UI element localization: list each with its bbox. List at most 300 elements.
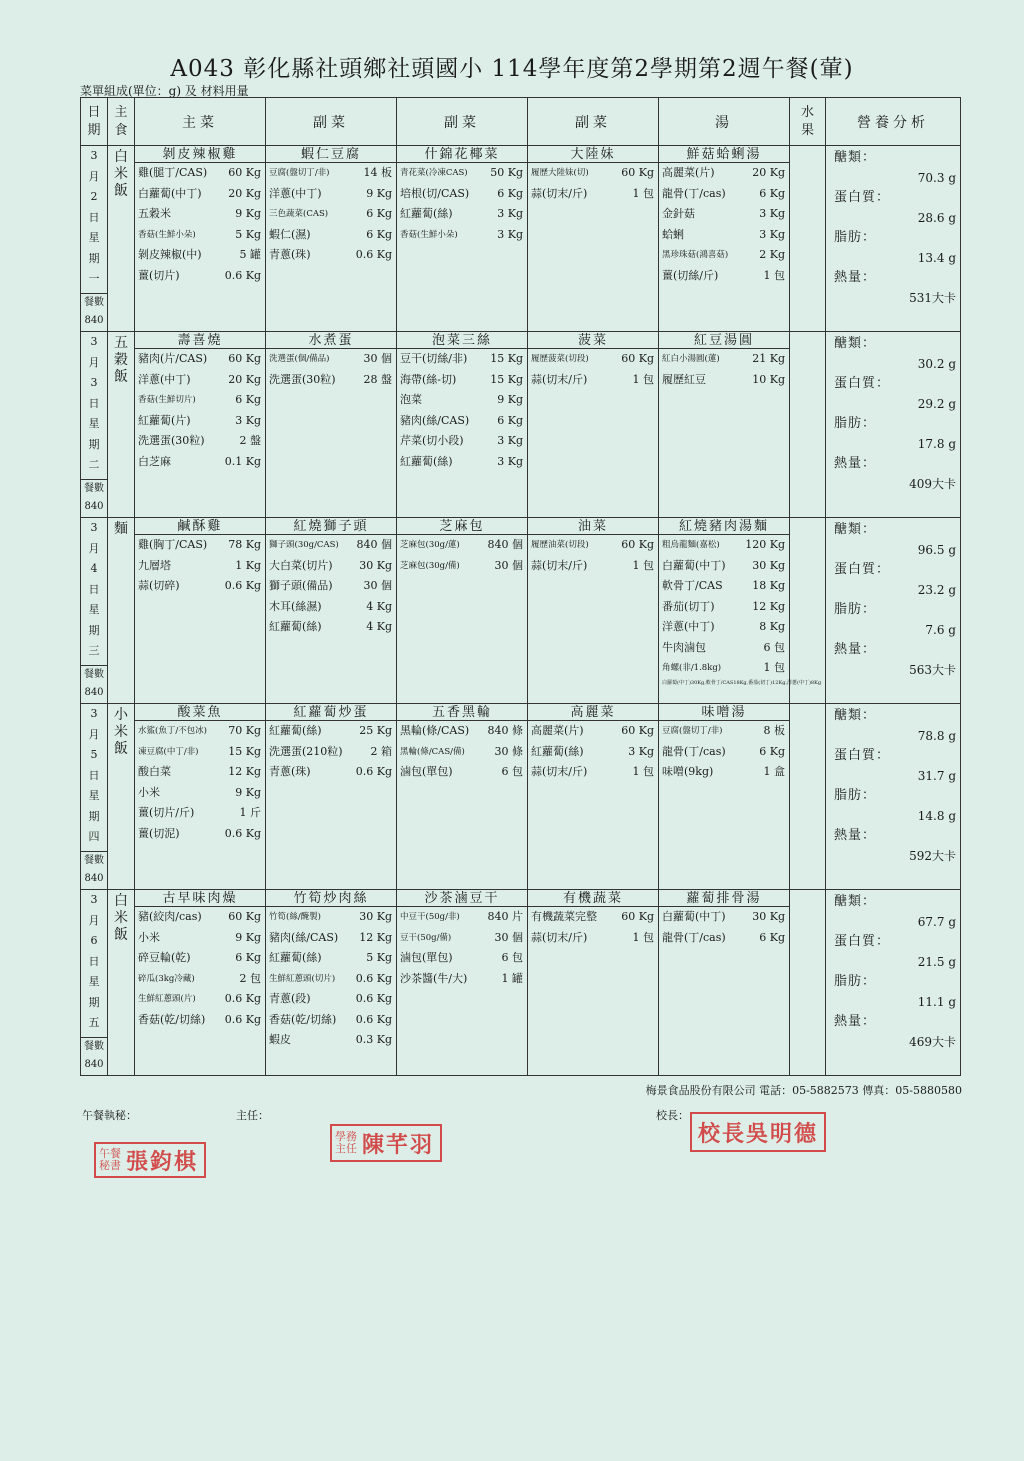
ingredient-row (266, 245, 396, 266)
nutrition-calories-value: 409大卡 (909, 477, 956, 491)
ingredient-amount: 0.6 Kg (355, 992, 392, 1005)
date-char: 6 (90, 934, 98, 947)
nutrition-cell (826, 890, 961, 1076)
ingredient-name: 芝麻包(30g/蓮) (400, 540, 460, 550)
date-cell (81, 704, 108, 890)
side2-dish-cell (397, 146, 528, 332)
ingredient-name: 角螺(非/1.8kg) (662, 663, 722, 673)
ingredient-row (659, 576, 789, 597)
ingredient-amount: 3 Kg (759, 227, 785, 241)
ingredient-amount: 6 Kg (759, 930, 785, 944)
nutrition-calories-label: 熱量： (834, 270, 877, 285)
ingredient-name: 軟骨丁/CAS (662, 579, 723, 592)
ingredient-name: 香菇(生鮮切片) (138, 395, 196, 405)
date-char: 3 (90, 376, 98, 389)
soup-dish-cell (659, 332, 790, 518)
side2-dish-cell (397, 890, 528, 1076)
ingredient-name: 木耳(絲濕) (269, 599, 322, 613)
date-char: 日 (88, 210, 100, 224)
ingredient-amount: 60 Kg (621, 352, 654, 365)
header-side2: 副菜 (397, 98, 528, 146)
ingredient-name: 培根(切/CAS) (400, 186, 470, 200)
staple-cell (108, 332, 135, 518)
ingredient-amount: 1 包 (632, 765, 654, 778)
ingredient-row (659, 204, 789, 225)
ingredient-amount: 4 Kg (366, 599, 392, 613)
ingredient-name: 竹筍(絲/醃製) (269, 912, 321, 922)
ingredient-row (135, 431, 265, 452)
meal-count-label: 餐數 (84, 669, 104, 680)
nutrition-calories-value: 592大卡 (909, 849, 956, 863)
ingredient-row (135, 370, 265, 391)
date-char: 5 (90, 748, 98, 761)
ingredient-amount: 1 包 (632, 930, 654, 944)
nutrition-carbs-value: 30.2 g (917, 357, 956, 371)
ingredient-amount: 30 Kg (752, 910, 785, 923)
ingredient-amount: 2 包 (239, 971, 261, 985)
ingredient-amount: 1 包 (632, 372, 654, 386)
soup-dish-cell (659, 518, 822, 704)
side2-dish-cell (397, 332, 528, 518)
ingredient-name: 履歷大陸妹(切) (531, 168, 589, 178)
ingredient-amount: 1 罐 (501, 971, 523, 985)
ingredient-row (397, 431, 527, 452)
ingredient-row (135, 184, 265, 205)
ingredient-amount: 70 Kg (228, 724, 261, 737)
ingredient-amount: 30 個 (494, 558, 523, 572)
ingredient-amount: 12 Kg (359, 930, 392, 944)
nutrition-cell (826, 518, 961, 704)
nutrition-calories-value: 563大卡 (909, 663, 956, 677)
ingredient-name: 金針菇 (662, 207, 695, 220)
ingredient-row (397, 907, 527, 928)
ingredient-name: 洗選蛋(210粒) (269, 744, 343, 758)
meal-count-label: 餐數 (84, 297, 104, 308)
ingredient-amount: 20 Kg (228, 372, 261, 386)
dish-name: 鮮菇蛤蜊湯 (659, 146, 789, 163)
side3-dish-cell (528, 704, 659, 890)
dish-name: 壽喜燒 (135, 332, 265, 349)
ingredient-row (266, 225, 396, 246)
day-row (81, 332, 961, 518)
side1-dish-cell (266, 518, 397, 704)
ingredient-row (266, 1030, 396, 1051)
day-row (81, 518, 961, 704)
date-char: 一 (88, 272, 100, 285)
ingredient-amount: 6 Kg (497, 413, 523, 427)
side1-dish-cell (266, 704, 397, 890)
staple-char: 飯 (114, 369, 128, 385)
ingredient-row (266, 742, 396, 763)
ingredient-name: 青蔥(珠) (269, 248, 311, 261)
ingredient-amount: 1 包 (632, 186, 654, 200)
ingredient-row (135, 535, 265, 556)
ingredient-row (135, 390, 265, 411)
nutrition-calories-value: 531大卡 (909, 291, 956, 305)
ingredient-row (659, 184, 789, 205)
ingredient-amount: 10 Kg (752, 372, 785, 386)
ingredient-amount: 6 Kg (497, 186, 523, 200)
ingredient-row (528, 184, 658, 205)
soup-dish-cell (659, 704, 790, 890)
ingredient-row (135, 907, 265, 928)
ingredient-name: 豬肉(絲/CAS) (269, 930, 339, 944)
ingredient-name: 履歷油菜(切段) (531, 540, 589, 550)
ingredient-amount: 6 包 (763, 640, 785, 654)
ingredient-amount: 0.6 Kg (224, 826, 261, 840)
ingredient-row (397, 225, 527, 246)
main-dish-cell (135, 146, 266, 332)
page-subtitle: 菜單組成(單位：g) 及 材料用量 (80, 84, 249, 98)
ingredient-row (528, 907, 658, 928)
ingredient-amount: 60 Kg (228, 166, 261, 179)
ingredient-row (397, 390, 527, 411)
ingredient-amount: 15 Kg (490, 372, 523, 386)
ingredient-row (528, 349, 658, 370)
dish-name: 紅豆湯圓 (659, 332, 789, 349)
ingredient-name: 海帶(絲-切) (400, 372, 457, 386)
ingredient-name: 洗選蛋(個/備品) (269, 354, 330, 364)
staple-cell (108, 518, 135, 704)
ingredient-amount: 9 Kg (235, 207, 261, 220)
ingredient-row (397, 721, 527, 742)
ingredient-amount: 60 Kg (621, 724, 654, 737)
ingredient-amount: 6 包 (501, 765, 523, 778)
ingredient-amount: 1 盒 (763, 765, 785, 778)
ingredient-row (135, 783, 265, 804)
ingredient-name: 高麗菜(片) (662, 166, 715, 179)
ingredient-name: 豆腐(盤切丁/非) (269, 168, 330, 178)
side3-dish-cell (528, 332, 659, 518)
date-char: 日 (88, 768, 100, 782)
ingredient-name: 沙茶醬(牛/大) (400, 971, 468, 985)
ingredient-amount: 6 Kg (759, 744, 785, 758)
date-char: 期 (88, 437, 100, 451)
date-char: 3 (90, 149, 98, 162)
ingredient-name: 豆腐(盤切丁/非) (662, 726, 723, 736)
side2-dish-cell (397, 704, 528, 890)
ingredient-amount: 25 Kg (359, 724, 392, 737)
ingredient-row (659, 762, 789, 783)
ingredient-amount: 3 Kg (497, 227, 523, 241)
ingredient-name: 龍骨(丁/cas) (662, 744, 726, 758)
ingredient-amount: 30 個 (363, 352, 392, 365)
nutrition-carbs-label: 醣類： (834, 522, 877, 537)
ingredient-name: 芹菜(切小段) (400, 434, 464, 447)
date-char: 4 (90, 562, 98, 575)
date-char: 五 (88, 1016, 100, 1029)
date-char: 月 (88, 169, 100, 183)
ingredient-row (135, 1010, 265, 1031)
meal-count-value: 840 (84, 687, 104, 698)
ingredient-amount: 0.6 Kg (224, 1012, 261, 1026)
dish-name: 剝皮辣椒雞 (135, 146, 265, 163)
ingredient-row (397, 452, 527, 473)
ingredient-row (528, 556, 658, 577)
staple-char: 五 (114, 335, 128, 351)
date-cell (81, 146, 108, 332)
ingredient-row (266, 535, 396, 556)
staple-char: 米 (114, 166, 128, 182)
ingredient-amount: 20 Kg (228, 186, 261, 200)
ingredient-name: 薑(切片) (138, 268, 180, 282)
side3-dish-cell (528, 518, 659, 704)
nutrition-protein-value: 23.2 g (917, 583, 956, 597)
ingredient-amount: 0.6 Kg (355, 248, 392, 261)
ingredient-name: 青蔥(珠) (269, 765, 311, 778)
ingredient-amount: 3 Kg (497, 207, 523, 220)
ingredient-row (135, 204, 265, 225)
ingredient-name: 九層塔 (138, 558, 171, 572)
ingredient-row (266, 204, 396, 225)
dish-name: 沙茶滷豆干 (397, 890, 527, 907)
ingredient-amount: 30 個 (494, 930, 523, 944)
ingredient-name: 蒜(切末/斤) (531, 372, 588, 386)
date-char: 四 (88, 830, 100, 843)
ingredient-name: 小米 (138, 785, 160, 799)
ingredient-amount: 5 Kg (235, 227, 261, 241)
side1-dish-cell (266, 146, 397, 332)
secretary-stamp (94, 1142, 206, 1178)
ingredient-name: 龍骨(丁/cas) (662, 186, 726, 200)
ingredient-name: 蝦皮 (269, 1033, 291, 1046)
ingredient-name: 蛤蜊 (662, 227, 684, 241)
ingredient-amount: 30 Kg (359, 558, 392, 572)
meal-count-label: 餐數 (84, 1041, 104, 1052)
date-char: 期 (88, 995, 100, 1009)
menu-table (80, 97, 961, 1076)
ingredient-amount: 78 Kg (228, 538, 261, 551)
nutrition-cell (826, 332, 961, 518)
header-main: 主菜 (135, 98, 266, 146)
fruit-cell (790, 146, 826, 332)
day-row (81, 146, 961, 332)
dish-name: 蝦仁豆腐 (266, 146, 396, 163)
ingredient-row (135, 803, 265, 824)
ingredient-name: 豬肉(絲/CAS) (400, 413, 470, 427)
ingredient-row (397, 762, 527, 783)
dish-name: 紅燒獅子頭 (266, 518, 396, 535)
staple-char: 飯 (114, 741, 128, 757)
ingredient-amount: 1 包 (763, 268, 785, 282)
date-char: 期 (88, 809, 100, 823)
ingredient-name: 薑(切泥) (138, 826, 180, 840)
ingredient-amount: 12 Kg (752, 599, 785, 613)
ingredient-name: 碎瓜(3kg冷藏) (138, 973, 195, 984)
nutrition-carbs-value: 70.3 g (917, 171, 956, 185)
ingredient-amount: 9 Kg (235, 785, 261, 799)
meal-count (81, 1037, 107, 1075)
nutrition-carbs-label: 醣類： (834, 708, 877, 723)
ingredient-amount: 2 箱 (370, 744, 392, 758)
ingredient-name: 生鮮紅蔥頭(片) (138, 994, 196, 1004)
header-date: 日期 (81, 98, 108, 146)
ingredient-name: 滷包(單包) (400, 765, 453, 778)
meal-count-label: 餐數 (84, 483, 104, 494)
ingredient-row (266, 989, 396, 1010)
ingredient-amount: 60 Kg (228, 910, 261, 923)
ingredient-amount: 28 盤 (363, 372, 392, 386)
nutrition-calories-label: 熱量： (834, 1014, 877, 1029)
ingredient-row (266, 1010, 396, 1031)
ingredient-row (266, 370, 396, 391)
staple-cell (108, 704, 135, 890)
nutrition-fat-label: 脂肪： (834, 788, 877, 803)
ingredient-row (135, 245, 265, 266)
dish-name: 什錦花椰菜 (397, 146, 527, 163)
ingredient-row (397, 204, 527, 225)
ingredient-name: 龍骨(丁/cas) (662, 930, 726, 944)
nutrition-calories-label: 熱量： (834, 642, 877, 657)
ingredient-row (397, 948, 527, 969)
nutrition-fat-label: 脂肪： (834, 230, 877, 245)
dish-name: 紅蘿蔔炒蛋 (266, 704, 396, 721)
nutrition-cell (826, 146, 961, 332)
secretary-stamp-title: 午餐秘書 (99, 1147, 121, 1172)
ingredient-row (659, 266, 789, 287)
nutrition-fat-label: 脂肪： (834, 974, 877, 989)
ingredient-row (397, 928, 527, 949)
ingredient-row (135, 928, 265, 949)
dish-name: 高麗菜 (528, 704, 658, 721)
meal-count (81, 851, 107, 889)
ingredient-amount: 6 Kg (759, 186, 785, 200)
staple-char: 白 (114, 149, 128, 165)
ingredient-amount: 0.6 Kg (355, 971, 392, 985)
ingredient-name: 白蘿蔔(中丁) (662, 558, 726, 572)
director-stamp (330, 1124, 442, 1162)
date-char: 星 (88, 603, 100, 616)
company-info: 梅景食品股份有限公司 電話：05-5882573 傳真：05-5880580 (645, 1084, 962, 1097)
ingredient-name: 蒜(切末/斤) (531, 186, 588, 200)
ingredient-name: 蝦仁(濕) (269, 227, 311, 241)
ingredient-amount: 9 Kg (366, 186, 392, 200)
ingredient-row (135, 948, 265, 969)
ingredient-name: 履歷紅豆 (662, 372, 706, 386)
ingredient-name: 水鯊(魚丁/不包冰) (138, 726, 207, 736)
ingredient-name: 紅蘿蔔(絲) (269, 724, 322, 737)
nutrition-fat-value: 13.4 g (917, 251, 956, 265)
ingredient-row (397, 163, 527, 184)
nutrition-fat-value: 17.8 g (917, 437, 956, 451)
dish-name: 味噌湯 (659, 704, 789, 721)
main-dish-cell (135, 890, 266, 1076)
ingredient-name: 三色蔬菜(CAS) (269, 209, 329, 219)
nutrition-fat-value: 14.8 g (917, 809, 956, 823)
ingredient-amount: 1 Kg (235, 558, 261, 572)
ingredient-amount: 60 Kg (228, 352, 261, 365)
meal-count-label: 餐數 (84, 855, 104, 866)
ingredient-name: 酸白菜 (138, 765, 171, 778)
ingredient-row (659, 907, 789, 928)
ingredient-amount: 60 Kg (621, 538, 654, 551)
ingredient-name: 獅子頭(30g/CAS) (269, 540, 339, 550)
date-char: 2 (90, 190, 98, 203)
dish-name: 泡菜三絲 (397, 332, 527, 349)
ingredient-name: 雞(胸丁/CAS) (138, 538, 208, 551)
dish-name: 五香黑輪 (397, 704, 527, 721)
ingredient-row (659, 225, 789, 246)
ingredient-amount: 30 Kg (359, 910, 392, 923)
ingredient-row (528, 742, 658, 763)
ingredient-row (397, 742, 527, 763)
ingredient-amount: 60 Kg (621, 166, 654, 179)
ingredient-name: 獅子頭(備品) (269, 579, 333, 592)
ingredient-name: 紅蘿蔔(絲) (531, 744, 584, 758)
ingredient-row (659, 928, 789, 949)
ingredient-row (397, 556, 527, 577)
ingredient-row (266, 928, 396, 949)
ingredient-name: 泡菜 (400, 393, 422, 406)
meal-count-value: 840 (84, 315, 104, 326)
date-char: 星 (88, 231, 100, 244)
date-char: 二 (88, 458, 100, 471)
ingredient-row (135, 349, 265, 370)
ingredient-row (397, 184, 527, 205)
ingredient-row (528, 721, 658, 742)
meal-count (81, 665, 107, 703)
ingredient-name: 豬肉(片/CAS) (138, 352, 208, 365)
date-char: 3 (90, 521, 98, 534)
meal-count (81, 293, 107, 331)
ingredient-row (397, 969, 527, 990)
director-stamp-title: 學務主任 (335, 1130, 357, 1155)
side1-dish-cell (266, 890, 397, 1076)
ingredient-name: 洋蔥(中丁) (138, 372, 191, 386)
ingredient-name: 青蔥(段) (269, 992, 311, 1005)
ingredient-name: 蒜(切碎) (138, 579, 180, 592)
ingredient-name: 薑(切絲/斤) (662, 268, 719, 282)
nutrition-protein-label: 蛋白質： (834, 376, 891, 391)
ingredient-amount: 18 Kg (752, 579, 785, 592)
nutrition-fat-label: 脂肪： (834, 602, 877, 617)
ingredient-name: 豆干(50g/備) (400, 932, 452, 943)
ingredient-row (135, 556, 265, 577)
page-title: A043 彰化縣社頭鄉社頭國小 114學年度第2學期第2週午餐(葷) (170, 56, 854, 82)
ingredient-name: 凍豆腐(中丁/非) (138, 746, 199, 757)
date-char: 日 (88, 582, 100, 596)
ingredient-name: 牛肉滷包 (662, 640, 706, 654)
ingredient-amount: 0.6 Kg (224, 579, 261, 592)
nutrition-carbs-label: 醣類： (834, 894, 877, 909)
director-label: 主任： (236, 1109, 269, 1122)
ingredient-name: 五穀米 (138, 207, 171, 220)
fruit-cell (790, 704, 826, 890)
ingredient-name: 紅蘿蔔(絲) (269, 951, 322, 964)
ingredient-row (266, 907, 396, 928)
side3-dish-cell (528, 146, 659, 332)
dish-name: 古早味肉燥 (135, 890, 265, 907)
ingredient-name: 薑(切片/斤) (138, 806, 195, 819)
ingredient-name: 小米 (138, 930, 160, 944)
ingredient-amount: 20 Kg (752, 166, 785, 179)
nutrition-protein-label: 蛋白質： (834, 190, 891, 205)
ingredient-amount: 21 Kg (752, 352, 785, 365)
ingredient-amount: 2 盤 (239, 434, 261, 447)
date-char: 月 (88, 727, 100, 741)
ingredient-amount: 1 包 (763, 661, 785, 674)
ingredient-amount: 12 Kg (228, 765, 261, 778)
ingredient-name: 味噌(9kg) (662, 765, 714, 778)
nutrition-cell (826, 704, 961, 890)
date-char: 月 (88, 541, 100, 555)
date-char: 星 (88, 975, 100, 988)
date-cell (81, 890, 108, 1076)
ingredient-amount: 840 個 (487, 538, 523, 551)
ingredient-row (135, 824, 265, 845)
staple-char: 麵 (114, 521, 128, 537)
ingredient-amount: 1 斤 (239, 806, 261, 819)
